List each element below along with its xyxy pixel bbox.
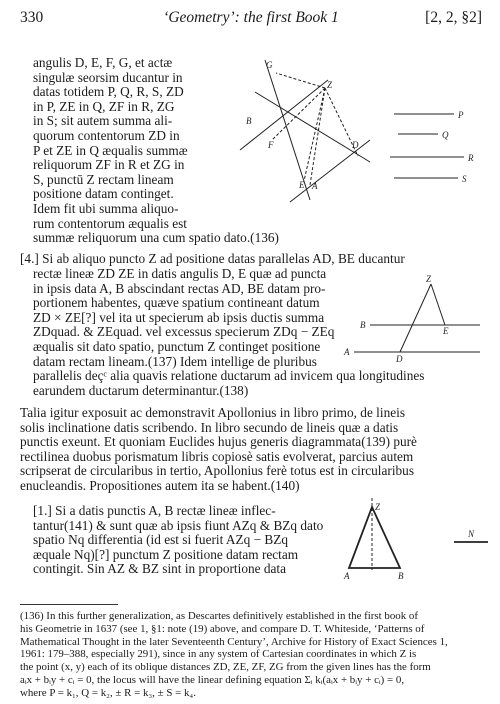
fig1-label-f: F [268,140,274,150]
text-line: earundem ductarum determinantur.(138) [33,382,249,398]
paragraph-4-tail [33,369,424,398]
text-line: in ipsis data A, B abscindant rectas AD, BE datam pro- [33,280,326,296]
footnote-line: where P = k₁, Q = k₂, ± R = k₃, ± S = k₄. [20,686,196,699]
fig1-label-a: A [312,181,318,191]
text-line: datam rectam lineam.(137) Idem intellige de pluribus [33,353,317,369]
text-line: portionem habentes, quæve spatium contineant datum [33,295,320,311]
footnote-line: his Geometrie in 1637 (see 1, §1: note (19) above, and compare D. T. Whiteside, ‘Patterns of [20,622,425,635]
fig3-label-a: A [344,571,350,581]
text-line: rectilinea duobus porismatum libris copiosè satis evolverat, parcius autem [20,448,414,464]
fig3-triangle-azb [349,507,400,568]
text-line: [1.] Si a datis punctis A, B rectæ lineæ inflec- [33,503,276,518]
text-line: rum contentorum æqualis est [33,215,187,231]
text-line: æqualis sit dato spatio, punctum Z continget positione [33,338,321,354]
text-line: S, punctū Z rectam lineam [33,171,174,187]
text-line: ZDquad. & ZEquad. vel excessus specierum ZDq − ZEq [33,324,335,340]
fig1-seg-zg [276,73,325,88]
fig1-label-e: E [299,180,305,190]
text-line: scripserat de circularibus in tertio, Apollonius ferè totus est in circularibus [20,463,414,479]
text-line: æquale Nq)[?] punctum Z positione datam rectam [33,546,299,562]
text-line: in P, ZE in Q, ZF in R, ZG [33,98,175,114]
text-line: spatio Nq differentia (id est si fuerit AZq − BZq [33,532,289,548]
fig3-label-n: N [468,529,475,539]
paragraph-apollonius [20,406,417,494]
running-header [20,9,482,31]
figure-parallels [338,272,488,366]
text-line: in S; sit autem summa ali- [33,113,173,129]
footnote-rule [20,604,118,605]
text-line: contingit. Sin AZ & BZ sint in proportione data [33,561,286,577]
fig2-label-a: A [344,347,350,357]
fig1-label-q: Q [442,130,449,140]
fig1-label-s: S [462,174,467,184]
page-number: 330 [20,9,44,26]
figure-four-lines [230,52,492,202]
text-line: Talia igitur exposuit ac demonstravit Apollonius in libro primo, de lineis [20,405,405,420]
footnote-line: the point (x, y) each of its oblique distances ZD, ZE, ZF, ZG from the given lines has the form [20,661,431,674]
fig1-label-p: P [458,110,464,120]
fig1-label-b: B [246,116,252,126]
text-line: parallelis deçᶜ alia quavis relatione ductarum ad invicem qua longitudines [33,368,425,383]
text-line: Idem fit ubi summa aliquo- [33,200,179,216]
fig2-label-z: Z [426,274,432,284]
fig1-label-d: D [352,140,359,150]
paragraph-1-proposition [33,504,323,577]
fig2-label-d: D [396,354,403,364]
section-reference: [2, 2, §2] [425,9,482,26]
text-line: positione datam continget. [33,186,174,202]
running-title: ‘Geometry’: the first Book 1 [163,9,339,26]
text-line: solis inclinatione datis scribendo. In libro secundo de lineis quæ a datis [20,419,399,435]
text-line: reliquorum ZF in R et ZG in [33,157,185,173]
fig2-line-zd [400,284,431,352]
fig1-label-r: R [468,153,474,163]
fig2-line-ze [431,284,445,325]
fig1-label-g: G [266,60,273,70]
footnote-line: aᵢx + bᵢy + cᵢ = 0, the locus will have the linear defining equation Σᵢ kᵢ(aᵢx + bᵢy + cᵢ) = 0, [20,673,405,686]
figure-triangle [340,492,490,584]
text-line: ZD × ZE[?] vel ita ut specierum ab ipsis ductis summa [33,309,325,325]
paragraph-4-first-line: [4.] Si ab aliquo puncto Z ad positione datas parallelas AD, BE ducantur [20,251,405,266]
text-line: P et ZE in Q æqualis summæ [33,142,188,158]
text-line: angulis D, E, F, G, et actæ [33,55,173,70]
paragraph-4-body [33,267,334,369]
fig1-seg-ze [304,88,325,181]
fig1-seg-zf [272,88,325,140]
fig1-line-bd [255,92,370,162]
fig2-label-e: E [443,326,449,336]
footnote-line: 1961: 179–388, especially 291), since in any system of Cartesian coordinates in which Z is [20,648,417,661]
text-line: enucleandis. Propositiones autem ita se habent.(140) [20,477,300,493]
text-line: summæ reliquorum una cum spatio dato.(136) [33,230,279,246]
footnote-line: Mathematical Thought in the later Seventeenth Century’, Archive for History of Exact Sciences 1, [20,635,448,648]
fig1-label-z: Z [327,80,333,90]
footnote-line: (136) In this further generalization, as Descartes definitively established in the first book of [20,610,418,622]
text-line: quorum contentorum ZD in [33,127,180,143]
text-line: rectæ lineæ ZD ZE in datis angulis D, E quæ ad puncta [33,266,327,281]
text-line: tantur(141) & sunt quæ ab ipsis fiunt AZq & BZq dato [33,517,324,533]
footnote-136 [20,610,484,700]
fig3-label-z: Z [375,502,381,512]
fig1-line-bf [240,80,328,150]
text-line: datas totidem P, Q, R, S, ZD [33,84,184,100]
text-line: singulæ seorsim ducantur in [33,69,183,85]
fig2-label-b: B [360,320,366,330]
fig3-label-b: B [398,571,404,581]
fig1-seg-za [310,88,325,185]
text-line: punctis exeunt. Et quoniam Euclides hujus generis diagrammata(139) purè [20,434,417,450]
